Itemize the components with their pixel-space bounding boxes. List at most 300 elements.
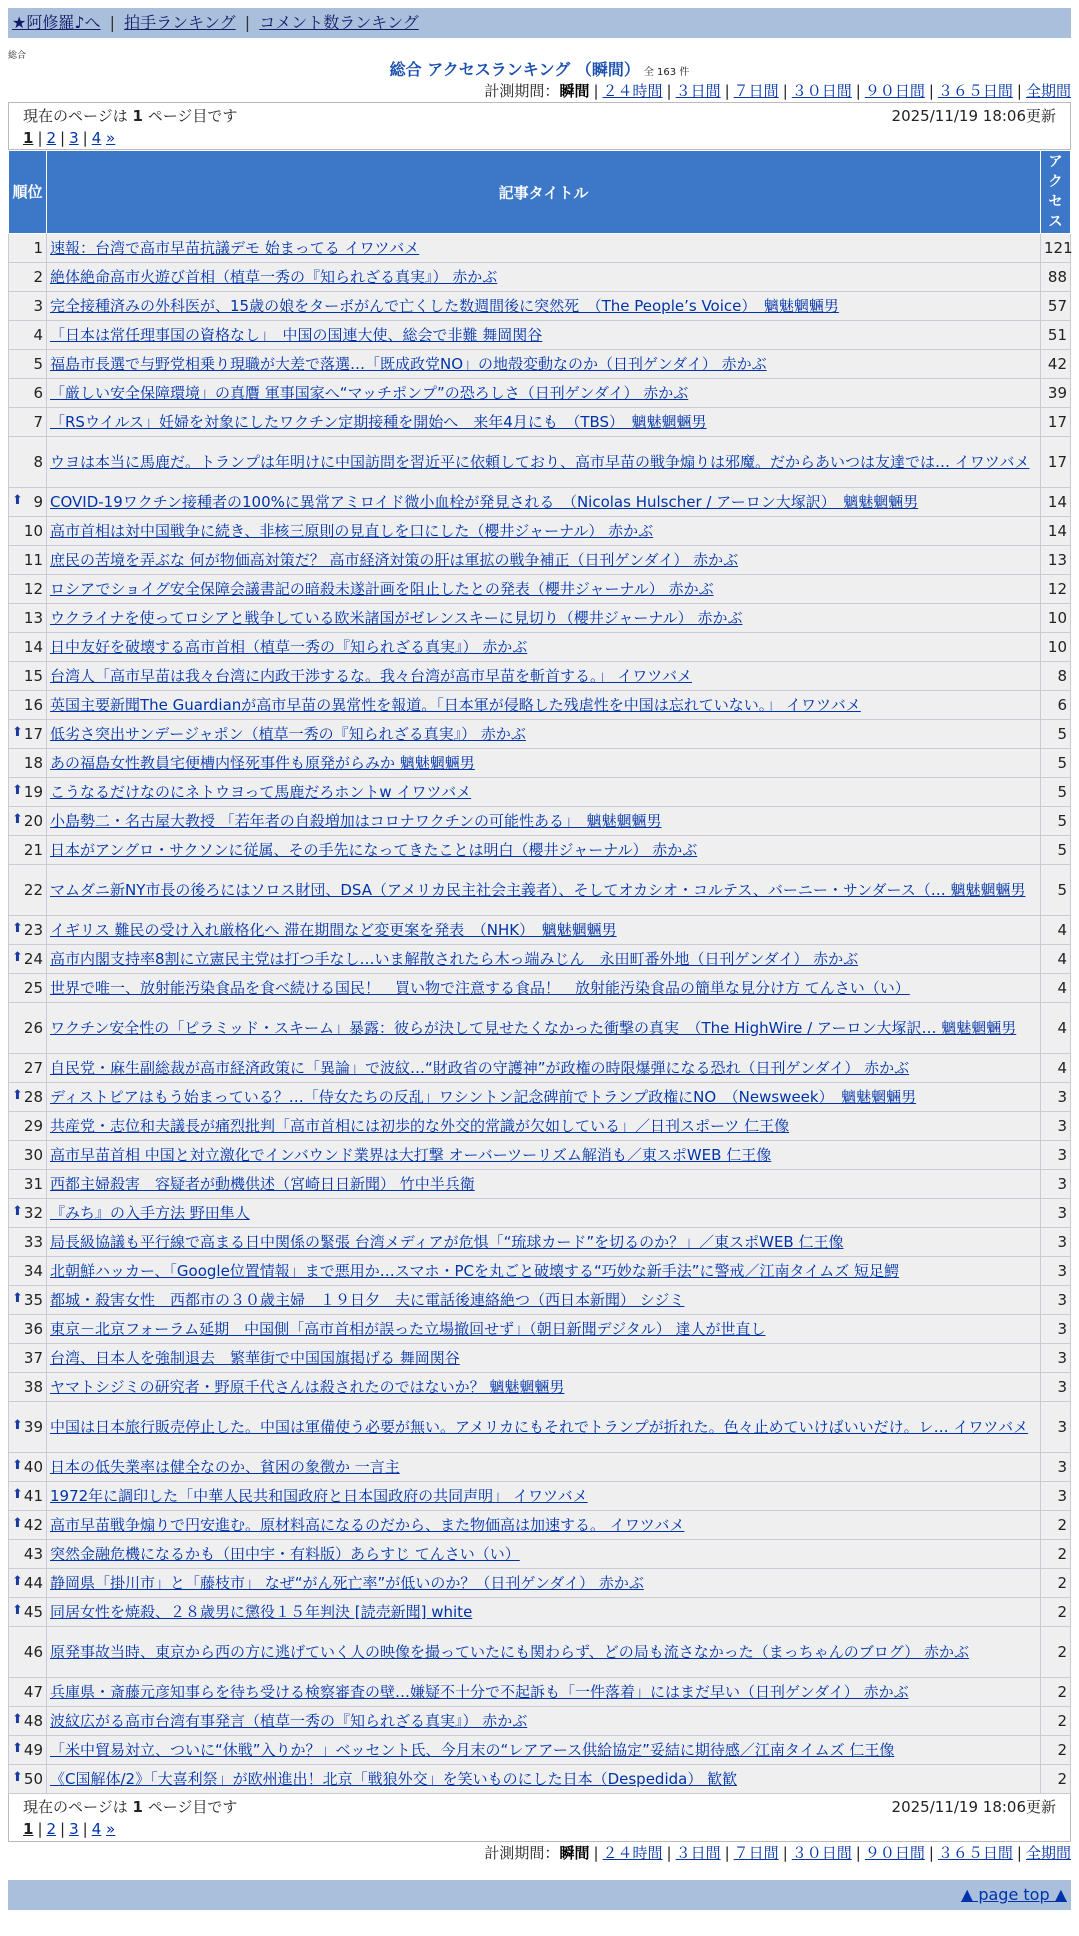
table-row [9,546,1071,575]
table-row [9,1402,1071,1453]
up-arrow-icon: ⬆ [12,1418,23,1433]
rank-number: 7 [33,413,43,431]
access-count: 2 [1041,1707,1071,1736]
article-link[interactable]: 同居女性を焼殺、２８歳男に懲役１５年判決 [読売新聞] white [50,1602,473,1621]
period-link[interactable]: ３６５日間 [937,82,1013,100]
article-link[interactable]: COVID-19ワクチン接種者の100%に異常アミロイド微小血栓が発見される （Nicolas Hulscher / アーロン大塚訳） 魑魅魍魎男 [50,492,919,511]
rank-number: 47 [23,1683,43,1701]
access-count: 2 [1041,1511,1071,1540]
access-count: 2 [1041,1598,1071,1627]
rank-cell [9,350,47,379]
up-arrow-icon: ⬆ [12,493,23,508]
title-cell [47,1540,1041,1569]
rank-cell [9,836,47,865]
rank-number: 2 [33,268,43,286]
rank-cell [9,1627,47,1678]
access-count: 6 [1041,691,1071,720]
title-cell [47,691,1041,720]
access-count: 3 [1041,1112,1071,1141]
access-count: 12 [1041,575,1071,604]
page-link[interactable]: 4 [91,129,102,147]
table-row [9,1315,1071,1344]
title-cell [47,408,1041,437]
article-link[interactable]: 「日本は常任理事国の資格なし」 中国の国連大使、総会で非難 舞岡関谷 [50,325,543,344]
title-cell [47,974,1041,1003]
article-link[interactable]: 低劣さ突出サンデージャポン（植草一秀の『知られざる真実』） 赤かぶ [50,724,526,743]
page-link[interactable]: 2 [46,129,57,147]
rank-cell [9,379,47,408]
up-arrow-icon: ⬆ [12,725,23,740]
rank-number: 32 [23,1204,43,1222]
access-count: 8 [1041,662,1071,691]
table-row [9,1141,1071,1170]
access-count: 39 [1041,379,1071,408]
article-link[interactable]: 日中友好を破壊する高市首相（植草一秀の『知られざる真実』） 赤かぶ [50,637,528,656]
page-top-link[interactable]: ▲ page top ▲ [960,1885,1067,1904]
updated-timestamp: 2025/11/19 18:06更新 [891,1798,1056,1816]
article-link[interactable]: 高市早苗首相 中国と対立激化でインバウンド業界は大打撃 オーバーツーリズム解消も／東スポWEB 仁王像 [50,1145,772,1164]
access-count: 2 [1041,1678,1071,1707]
article-link[interactable]: 英国主要新聞The Guardianが高市早苗の異常性を報道。「日本軍が侵略した残虐性を中国は忘れていない。」 イワツバメ [50,695,861,714]
access-count: 3 [1041,1373,1071,1402]
table-row [9,1257,1071,1286]
rank-cell [9,1482,47,1511]
rank-number: 45 [23,1603,43,1621]
article-link[interactable]: 台湾、日本人を強制退去 繁華街で中国国旗掲げる 舞岡関谷 [50,1348,460,1367]
up-arrow-icon: ⬆ [12,1574,23,1589]
rank-cell [9,437,47,488]
table-row [9,575,1071,604]
rank-header: 順位 [9,151,47,234]
period-separator: | [1016,1844,1022,1862]
table-row [9,1003,1071,1054]
rank-cell [9,1511,47,1540]
article-link[interactable]: 日本がアングロ・サクソンに従属、その手先になってきたことは明白（櫻井ジャーナル） 赤かぶ [50,840,698,859]
access-count: 3 [1041,1482,1071,1511]
period-separator: | [593,1844,599,1862]
rank-cell [9,546,47,575]
access-header: アクセス [1041,151,1071,234]
rank-cell [9,749,47,778]
table-row [9,778,1071,807]
period-link[interactable]: ９０日間 [864,82,925,100]
access-count: 13 [1041,546,1071,575]
rank-cell [9,633,47,662]
article-link[interactable]: 「米中貿易対立、ついに“休戦”入りか？」ベッセント氏、今月末の“レアアース供給協定”妥結に期待感／江南タイムズ 仁王像 [50,1740,895,1759]
period-current: 瞬間 [559,82,590,100]
period-link[interactable]: ７日間 [733,82,779,100]
title-cell [47,720,1041,749]
rank-cell [9,1083,47,1112]
article-link[interactable]: 局長級協議も平行線で高まる日中関係の緊張 台湾メディアが危惧「“琉球カード”を切るのか？」／東スポWEB 仁王像 [50,1232,844,1251]
ranking-table [8,150,1071,1794]
table-row [9,437,1071,488]
table-row [9,1373,1071,1402]
current-page-text [23,1796,237,1818]
rank-number: 42 [23,1516,43,1534]
article-link[interactable]: 北朝鮮ハッカー、「Google位置情報」まで悪用か…スマホ・PCを丸ごと破壊する“巧妙な新手法”に警戒／江南タイムズ 短足鰐 [50,1261,900,1280]
access-count: 2 [1041,1765,1071,1794]
period-link[interactable]: ２４時間 [602,1844,663,1862]
article-link[interactable]: ロシアでショイグ安全保障会議書記の暗殺未遂計画を阻止したとの発表（櫻井ジャーナル） 赤かぶ [50,579,714,598]
period-link[interactable]: 全期間 [1025,1844,1071,1862]
period-link[interactable]: ３日間 [675,82,721,100]
page-link[interactable]: 3 [69,129,79,147]
table-row [9,1170,1071,1199]
rank-number: 25 [23,979,43,997]
article-link[interactable]: 波紋広がる高市台湾有事発言（植草一秀の『知られざる真実』） 赤かぶ [50,1711,528,1730]
top-nav [8,8,1071,38]
title-cell [47,1286,1041,1315]
rank-cell [9,1003,47,1054]
rank-cell [9,778,47,807]
access-count: 88 [1041,263,1071,292]
access-count: 3 [1041,1141,1071,1170]
access-count: 4 [1041,945,1071,974]
period-link[interactable]: ２４時間 [602,82,663,100]
title-cell [47,865,1041,916]
title-cell [47,1228,1041,1257]
access-count: 5 [1041,807,1071,836]
access-count: 2 [1041,1736,1071,1765]
rank-number: 14 [23,638,43,656]
title-cell [47,1003,1041,1054]
title-cell [47,916,1041,945]
access-count: 5 [1041,749,1071,778]
page-current: 1 [23,129,34,147]
article-link[interactable]: 静岡県「掛川市」と「藤枝市」 なぜ“がん死亡率”が低いのか？（日刊ゲンダイ） 赤かぶ [50,1573,644,1592]
rank-number: 38 [23,1378,43,1396]
up-arrow-icon: ⬆ [12,1291,23,1306]
article-link[interactable]: 「RSウイルス」妊婦を対象にしたワクチン定期接種を開始へ 来年4月にも （TBS） 魑魅魍魎男 [50,412,707,431]
period-link[interactable]: ３０日間 [791,82,852,100]
comment-ranking-link[interactable]: コメント数ランキング [259,13,419,32]
rank-cell [9,1678,47,1707]
nav-separator: | [244,13,251,32]
pager-bottom [8,1794,1071,1842]
rank-cell [9,865,47,916]
rank-cell [9,807,47,836]
title-cell [47,945,1041,974]
page-title [8,60,1071,80]
rank-number: 4 [33,326,43,344]
article-link[interactable]: 《C国解体/2》「大喜利祭」が欧州進出！北京「戦狼外交」を笑いものにした日本（Despedida） 歓歓 [50,1769,738,1788]
access-count: 3 [1041,1344,1071,1373]
article-link[interactable]: 絶体絶命高市火遊び首相（植草一秀の『知られざる真実』） 赤かぶ [50,267,498,286]
table-row [9,836,1071,865]
period-separator: | [928,1844,934,1862]
access-count: 14 [1041,488,1071,517]
access-count: 2 [1041,1569,1071,1598]
up-arrow-icon: ⬆ [12,1458,23,1473]
table-row [9,517,1071,546]
title-cell [47,1315,1041,1344]
pager-top [8,102,1071,150]
applause-ranking-link[interactable]: 拍手ランキング [124,13,236,32]
table-row [9,488,1071,517]
rank-number: 37 [23,1349,43,1367]
table-row [9,1286,1071,1315]
access-count: 5 [1041,836,1071,865]
period-separator: | [928,82,934,100]
rank-number: 30 [23,1146,43,1164]
article-link[interactable]: ウヨは本当に馬鹿だ。トランプは年明けに中国訪問を習近平に依頼しており、高市早苗の戦争煽りは邪魔。だからあいつは友達では… イワツバメ [50,452,1030,471]
rank-cell [9,1707,47,1736]
title-cell [47,292,1041,321]
access-count: 3 [1041,1083,1071,1112]
up-arrow-icon: ⬆ [12,1516,23,1531]
rank-number: 24 [23,950,43,968]
access-count: 3 [1041,1170,1071,1199]
rank-cell [9,263,47,292]
article-link[interactable]: 都城・殺害女性 西都市の３０歳主婦 １９日夕 夫に電話後連絡絶つ（西日本新聞） シジミ [50,1290,685,1309]
article-link[interactable]: 速報：台湾で高市早苗抗議デモ 始まってる イワツバメ [50,238,420,257]
access-count: 3 [1041,1257,1071,1286]
rank-number: 13 [23,609,43,627]
access-count: 10 [1041,604,1071,633]
article-link[interactable]: ワクチン安全性の「ピラミッド・スキーム」暴露：彼らが決して見せたくなかった衝撃の真実 （The HighWire / アーロン大塚訳… 魑魅魍魎男 [50,1018,1017,1037]
rank-cell [9,1257,47,1286]
rank-number: 3 [33,297,43,315]
period-current: 瞬間 [559,1844,590,1862]
title-cell [47,1257,1041,1286]
access-count: 5 [1041,865,1071,916]
rank-number: 10 [23,522,43,540]
article-link[interactable]: ヤマトシジミの研究者・野原千代さんは殺されたのではないか？ 魑魅魍魎男 [50,1377,565,1396]
updated-timestamp: 2025/11/19 18:06更新 [891,107,1056,125]
rank-cell [9,945,47,974]
article-link[interactable]: 西都主婦殺害 容疑者が動機供述（宮崎日日新聞） 竹中半兵衛 [50,1174,475,1193]
home-link[interactable]: ★阿修羅♪へ [12,13,101,32]
page-separator: | [60,129,66,147]
table-row [9,350,1071,379]
title-cell [47,1199,1041,1228]
next-page-link[interactable]: » [106,129,116,147]
table-row [9,1199,1071,1228]
period-link[interactable]: ３６５日間 [937,1844,1013,1862]
table-row [9,1228,1071,1257]
access-count: 5 [1041,778,1071,807]
title-cell [47,1736,1041,1765]
current-page-suffix: ページ目です [147,107,238,125]
access-count: 42 [1041,350,1071,379]
title-cell [47,604,1041,633]
period-separator: | [855,82,861,100]
rank-number: 15 [23,667,43,685]
rank-cell [9,1112,47,1141]
article-link[interactable]: ウクライナを使ってロシアと戦争している欧米諸国がゼレンスキーに見切り（櫻井ジャーナル） 赤かぶ [50,608,743,627]
article-link[interactable]: 高市早苗戦争煽りで円安進む。原材料高になるのだから、また物価高は加速する。 イワツバメ [50,1515,685,1534]
period-selector-bottom [8,1842,1071,1864]
rank-cell [9,1540,47,1569]
page-link[interactable]: 3 [69,1820,79,1838]
article-link[interactable]: あの福島女性教員宅便槽内怪死事件も原発がらみか 魑魅魍魎男 [50,753,475,772]
page-link[interactable]: 4 [91,1820,102,1838]
page-links [23,1818,1056,1840]
table-row [9,662,1071,691]
article-link[interactable]: 東京－北京フォーラム延期 中国側「高市首相が誤った立場撤回せず」（朝日新聞デジタル） 達人が世直し [50,1319,766,1338]
article-link[interactable]: イギリス 難民の受け入れ厳格化へ 滞在期間など変更案を発表 （NHK） 魑魅魍魎男 [50,920,617,939]
article-link[interactable]: 福島市長選で与野党相乗り現職が大差で落選…「既成政党NO」の地殻変動なのか（日刊ゲンダイ） 赤かぶ [50,354,767,373]
table-row [9,865,1071,916]
rank-cell [9,234,47,263]
access-count: 4 [1041,974,1071,1003]
page-separator: | [37,129,43,147]
up-arrow-icon: ⬆ [12,1088,23,1103]
title-cell [47,1627,1041,1678]
article-link[interactable]: マムダニ新NY市長の後ろにはソロス財団、DSA（アメリカ民主社会主義者）、そしてオカシオ・コルテス、バーニー・サンダース（… 魑魅魍魎男 [50,880,1026,899]
title-cell [47,437,1041,488]
rank-number: 50 [23,1770,43,1788]
rank-number: 12 [23,580,43,598]
access-count: 3 [1041,1453,1071,1482]
title-cell [47,517,1041,546]
article-link[interactable]: 日本の低失業率は健全なのか、貧困の象徴か 一言主 [50,1457,400,1476]
table-row [9,234,1071,263]
rank-cell [9,292,47,321]
rank-number: 6 [33,384,43,402]
article-link[interactable]: 台湾人「高市早苗は我々台湾に内政干渉するな。我々台湾が高市早苗を斬首する。」 イワツバメ [50,666,692,685]
title-cell [47,836,1041,865]
page-title-text: 総合 アクセスランキング （瞬間） [389,60,640,79]
title-cell [47,263,1041,292]
table-row [9,1482,1071,1511]
title-cell [47,1112,1041,1141]
rank-number: 11 [23,551,43,569]
article-link[interactable]: 突然金融危機になるかも（田中宇・有料版）あらすじ てんさい（い） [50,1544,520,1563]
pager-status [23,105,1056,127]
title-cell [47,234,1041,263]
title-cell [47,749,1041,778]
table-row [9,1678,1071,1707]
rank-number: 46 [23,1643,43,1661]
access-count: 3 [1041,1315,1071,1344]
rank-number: 26 [23,1019,43,1037]
article-link[interactable]: 自民党・麻生副総裁が高市経済政策に「異論」で波紋…“財政省の守護神”が政権の時限爆弾になる恐れ（日刊ゲンダイ） 赤かぶ [50,1058,910,1077]
title-cell [47,1141,1041,1170]
table-row [9,408,1071,437]
article-link[interactable]: ディストピアはもう始まっている？…「侍女たちの反乱」ワシントン記念碑前でトランプ政権にNO （Newsweek） 魑魅魍魎男 [50,1087,917,1106]
nav-separator: | [109,13,116,32]
rank-cell [9,1286,47,1315]
page-link[interactable]: 2 [46,1820,57,1838]
footer [8,1880,1071,1910]
article-link[interactable]: 高市内閣支持率8割に立憲民主党は打つ手なし…いま解散されたら木っ端みじん 永田町番外地（日刊ゲンダイ） 赤かぶ [50,949,859,968]
article-link[interactable]: 小島勢二・名古屋大教授 「若年者の自殺増加はコロナワクチンの可能性ある」 魑魅魍魎男 [50,811,662,830]
title-cell [47,1598,1041,1627]
rank-cell [9,1344,47,1373]
rank-number: 36 [23,1320,43,1338]
table-row [9,720,1071,749]
rank-cell [9,662,47,691]
article-link[interactable]: 兵庫県・斎藤元彦知事らを待ち受ける検察審査の壁…嫌疑不十分で不起訴も「一件落着」にはまだ早い（日刊ゲンダイ） 赤かぶ [50,1682,909,1701]
period-link[interactable]: ９０日間 [864,1844,925,1862]
period-link[interactable]: ３０日間 [791,1844,852,1862]
access-count: 3 [1041,1228,1071,1257]
rank-cell [9,1315,47,1344]
table-row [9,1453,1071,1482]
table-row [9,749,1071,778]
access-count: 3 [1041,1199,1071,1228]
rank-number: 40 [23,1458,43,1476]
up-arrow-icon: ⬆ [12,950,23,965]
article-link[interactable]: 「厳しい安全保障環境」の真贋 軍事国家へ“マッチポンプ”の恐ろしさ（日刊ゲンダイ） 赤かぶ [50,383,689,402]
table-row [9,321,1071,350]
table-row [9,1083,1071,1112]
period-separator: | [593,82,599,100]
table-row [9,1344,1071,1373]
total-count: 全 163 件 [643,67,690,78]
pager-status [23,1796,1056,1818]
up-arrow-icon: ⬆ [12,783,23,798]
rank-cell [9,720,47,749]
rank-number: 39 [23,1418,43,1436]
table-row [9,691,1071,720]
title-cell [47,488,1041,517]
rank-cell [9,408,47,437]
period-link[interactable]: ３日間 [675,1844,721,1862]
rank-cell [9,1569,47,1598]
rank-cell [9,575,47,604]
period-selector-top [8,80,1071,102]
period-separator: | [782,1844,788,1862]
table-row [9,1569,1071,1598]
article-link[interactable]: 1972年に調印した「中華人民共和国政府と日本国政府の共同声明」 イワツバメ [50,1486,588,1505]
title-header: 記事タイトル [47,151,1041,234]
table-row [9,1511,1071,1540]
period-link[interactable]: ７日間 [733,1844,779,1862]
rank-cell [9,1402,47,1453]
rank-number: 23 [23,921,43,939]
article-link[interactable]: 中国は日本旅行販売停止した。中国は軍備使う必要が無い。アメリカにもそれでトランプが折れた。色々止めていけばいいだけ。レ… イワツバメ [50,1417,1029,1436]
article-link[interactable]: 世界で唯一、放射能汚染食品を食べ続ける国民！ 買い物で注意する食品！ 放射能汚染食品の簡単な見分け方 てんさい（い） [50,978,910,997]
page-links [23,127,1056,149]
rank-cell [9,691,47,720]
current-page-prefix: 現在のページは [23,107,128,125]
article-link[interactable]: 共産党・志位和夫議長が痛烈批判「高市首相には初歩的な外交的常識が欠如している」／日刊スポーツ 仁王像 [50,1116,790,1135]
article-link[interactable]: 完全接種済みの外科医が、15歳の娘をターボがんで亡くした数週間後に突然死 （The People’s Voice） 魑魅魍魎男 [50,296,839,315]
period-link[interactable]: 全期間 [1025,82,1071,100]
next-page-link[interactable]: » [106,1820,116,1838]
current-page-number: 1 [132,107,143,125]
rank-number: 49 [23,1741,43,1759]
access-count: 3 [1041,1286,1071,1315]
period-separator: | [855,1844,861,1862]
article-link[interactable]: 庶民の苦境を弄ぶな 何が物価高対策だ？ 高市経済対策の肝は軍拡の戦争補正（日刊ゲンダイ） 赤かぶ [50,550,739,569]
table-row [9,974,1071,1003]
article-link[interactable]: 『みち』の入手方法 野田隼人 [50,1203,250,1222]
access-count: 4 [1041,1054,1071,1083]
rank-cell [9,517,47,546]
article-link[interactable]: 原発事故当時、東京から西の方に逃げていく人の映像を撮っていたにも関わらず、どの局も流さなかった（まっちゃんのブログ） 赤かぶ [50,1642,970,1661]
title-cell [47,546,1041,575]
rank-number: 21 [23,841,43,859]
period-separator: | [724,82,730,100]
access-count: 2 [1041,1627,1071,1678]
up-arrow-icon: ⬆ [12,921,23,936]
table-row [9,1627,1071,1678]
table-row [9,1736,1071,1765]
article-link[interactable]: こうなるだけなのにネトウヨって馬鹿だろホントw イワツバメ [50,782,472,801]
article-link[interactable]: 高市首相は対中国戦争に続き、非核三原則の見直しを口にした（櫻井ジャーナル） 赤かぶ [50,521,654,540]
table-row [9,1765,1071,1794]
rank-cell [9,974,47,1003]
page-separator: | [82,129,88,147]
rank-number: 9 [33,493,43,511]
up-arrow-icon: ⬆ [12,812,23,827]
current-page-number: 1 [132,1798,143,1816]
rank-cell [9,916,47,945]
